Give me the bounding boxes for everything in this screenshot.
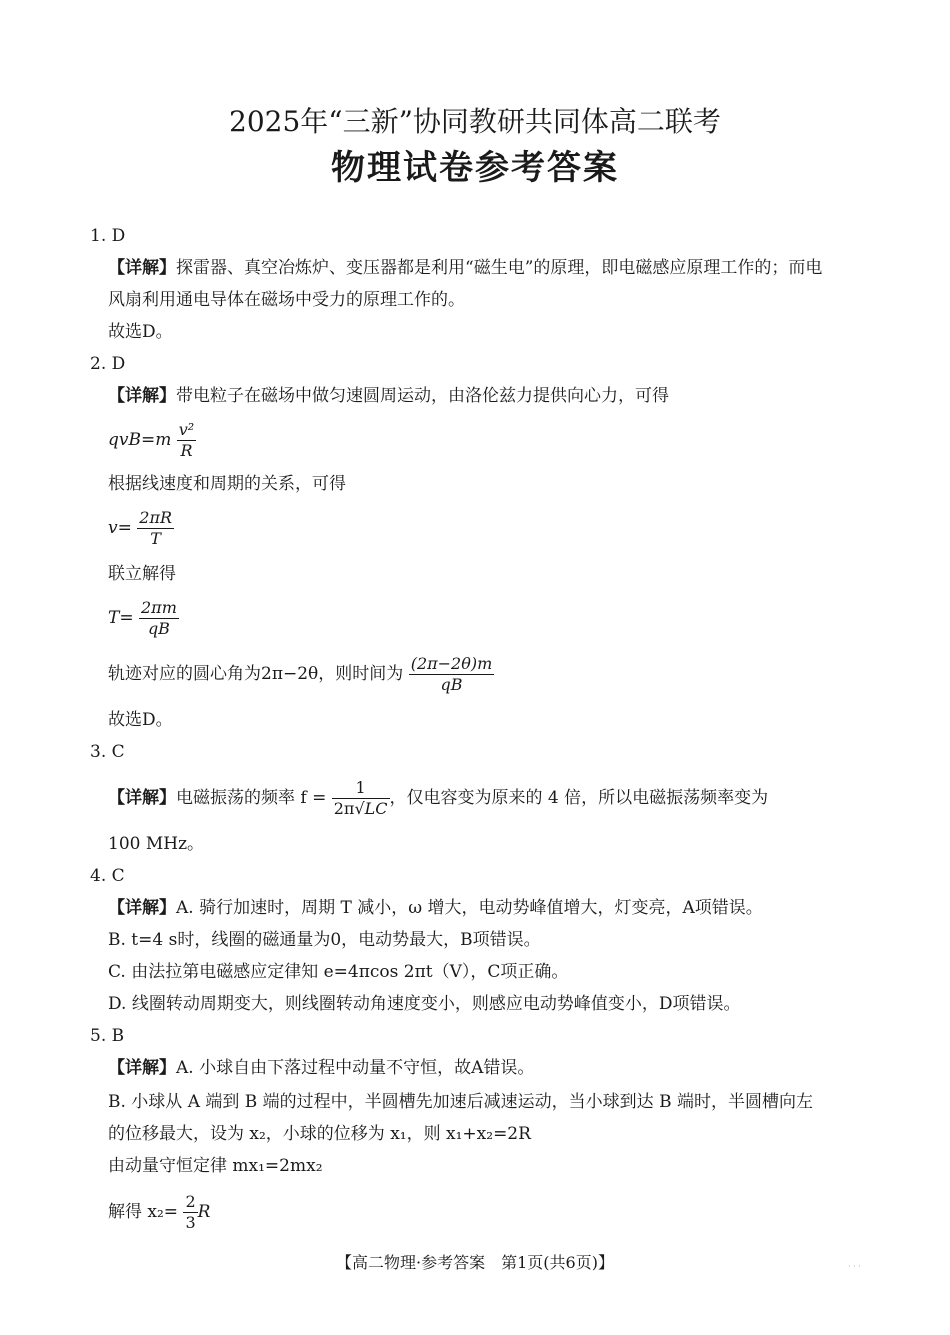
q3-text-b: ，仅电容变为原来的 4 倍，所以电磁振荡频率变为 — [389, 788, 769, 808]
q1-conclusion: 故选D。 — [108, 322, 173, 342]
q2-eq3-denominator: qB — [147, 619, 170, 638]
q2-equation-3 — [108, 598, 179, 639]
q1-detail-line-2: 风扇利用通电导体在磁场中受力的原理工作的。 — [108, 290, 465, 310]
q5-option-b-line-3: 由动量守恒定律 mx₁=2mx₂ — [108, 1156, 323, 1176]
q3-frequency-fraction — [332, 778, 390, 819]
q1-detail-tag: 【详解】 — [108, 258, 176, 278]
q2-number: 2. D — [90, 354, 126, 374]
q3-eq-den-root: LC — [364, 799, 388, 818]
q2-conclusion: 故选D。 — [108, 710, 173, 730]
q2-eq2-lhs: v= — [108, 518, 132, 538]
q3-text-a: 电磁振荡的频率 f = — [176, 788, 327, 808]
q1-detail-line-1 — [108, 256, 822, 280]
q5-option-a-text: A. 小球自由下落过程中动量不守恒，故A错误。 — [176, 1058, 535, 1078]
q3-text-c: 100 MHz。 — [108, 834, 205, 854]
title-line-1: 2025年“三新”协同教研共同体高二联考 — [229, 105, 721, 138]
q3-detail-tag: 【详解】 — [108, 788, 176, 808]
q2-eq3-numerator: 2πm — [141, 598, 177, 617]
q5-option-b-line-2: 的位移最大，设为 x₂，小球的位移为 x₁，则 x₁+x₂=2R — [108, 1124, 531, 1144]
q5-option-a — [108, 1056, 534, 1080]
q4-option-b: B. t=4 s时，线圈的磁通量为0，电动势最大，B项错误。 — [108, 930, 541, 950]
q5-option-b-line-1: B. 小球从 A 端到 B 端的过程中，半圆槽先加速后减速运动，当小球到达 B 端时，半圆槽向左 — [108, 1092, 813, 1112]
q2-eq3-lhs: T= — [108, 608, 134, 628]
q2-eq1-fraction — [177, 420, 196, 461]
q3-number: 3. C — [90, 742, 125, 762]
q5-solution — [108, 1192, 210, 1233]
page-footer: 【高二物理·参考答案 第1页(共6页)】 — [336, 1253, 614, 1272]
q2-detail-text: 带电粒子在磁场中做匀速圆周运动，由洛伦兹力提供向心力，可得 — [176, 386, 669, 406]
decorative-dots: · · · — [848, 1262, 861, 1271]
q4-option-a-text: A. 骑行加速时，周期 T 减小，ω 增大，电动势峰值增大，灯变亮，A项错误。 — [176, 898, 763, 918]
q3-eq-denominator: 2π√LC — [333, 799, 388, 818]
q2-eq2-numerator: 2πR — [139, 508, 173, 527]
q4-detail-tag: 【详解】 — [108, 898, 176, 918]
q2-eq1-numerator: v² — [178, 420, 195, 439]
q4-number: 4. C — [90, 866, 125, 886]
q2-text-4 — [108, 654, 494, 695]
q5-solve-pre: 解得 x₂= — [108, 1202, 179, 1222]
q2-eq4-denominator: qB — [440, 675, 463, 694]
q5-solve-post: R — [197, 1202, 211, 1222]
q2-text-2: 根据线速度和周期的关系，可得 — [108, 474, 346, 494]
q2-eq4-numerator: (2π−2θ)m — [410, 654, 493, 673]
q2-eq4-fraction — [409, 654, 495, 695]
q4-option-d: D. 线圈转动周期变大，则线圈转动角速度变小，则感应电动势峰值变小，D项错误。 — [108, 994, 741, 1014]
q2-eq1-lhs: qvB=m — [108, 430, 172, 450]
q1-number: 1. D — [90, 226, 126, 246]
title-line-2: 物理试卷参考答案 — [331, 148, 619, 188]
q2-detail-tag: 【详解】 — [108, 386, 176, 406]
q2-text-4-body: 轨迹对应的圆心角为2π−2θ，则时间为 — [108, 664, 404, 684]
q5-solve-fraction — [183, 1192, 197, 1233]
q5-number: 5. B — [90, 1026, 125, 1046]
q4-option-a — [108, 896, 763, 920]
q2-eq2-denominator: T — [150, 529, 161, 548]
q2-eq2-fraction — [137, 508, 174, 549]
q3-eq-numerator: 1 — [332, 778, 390, 799]
q2-detail-line-1 — [108, 384, 669, 408]
q5-detail-tag: 【详解】 — [108, 1058, 176, 1078]
q2-eq1-denominator: R — [180, 441, 193, 460]
q2-eq3-fraction — [139, 598, 179, 639]
q5-solve-numerator: 2 — [185, 1192, 196, 1211]
q4-option-c: C. 由法拉第电磁感应定律知 e=4πcos 2πt（V），C项正确。 — [108, 962, 569, 982]
q2-equation-1 — [108, 420, 196, 461]
q1-detail-text: 探雷器、真空冶炼炉、变压器都是利用“磁生电”的原理，即电磁感应原理工作的；而电 — [176, 258, 823, 278]
q3-detail-line-1 — [108, 778, 768, 819]
q2-text-3: 联立解得 — [108, 564, 176, 584]
q2-equation-2 — [108, 508, 174, 549]
q5-solve-denominator: 3 — [185, 1213, 196, 1232]
q3-eq-den-pre: 2π — [333, 799, 355, 818]
